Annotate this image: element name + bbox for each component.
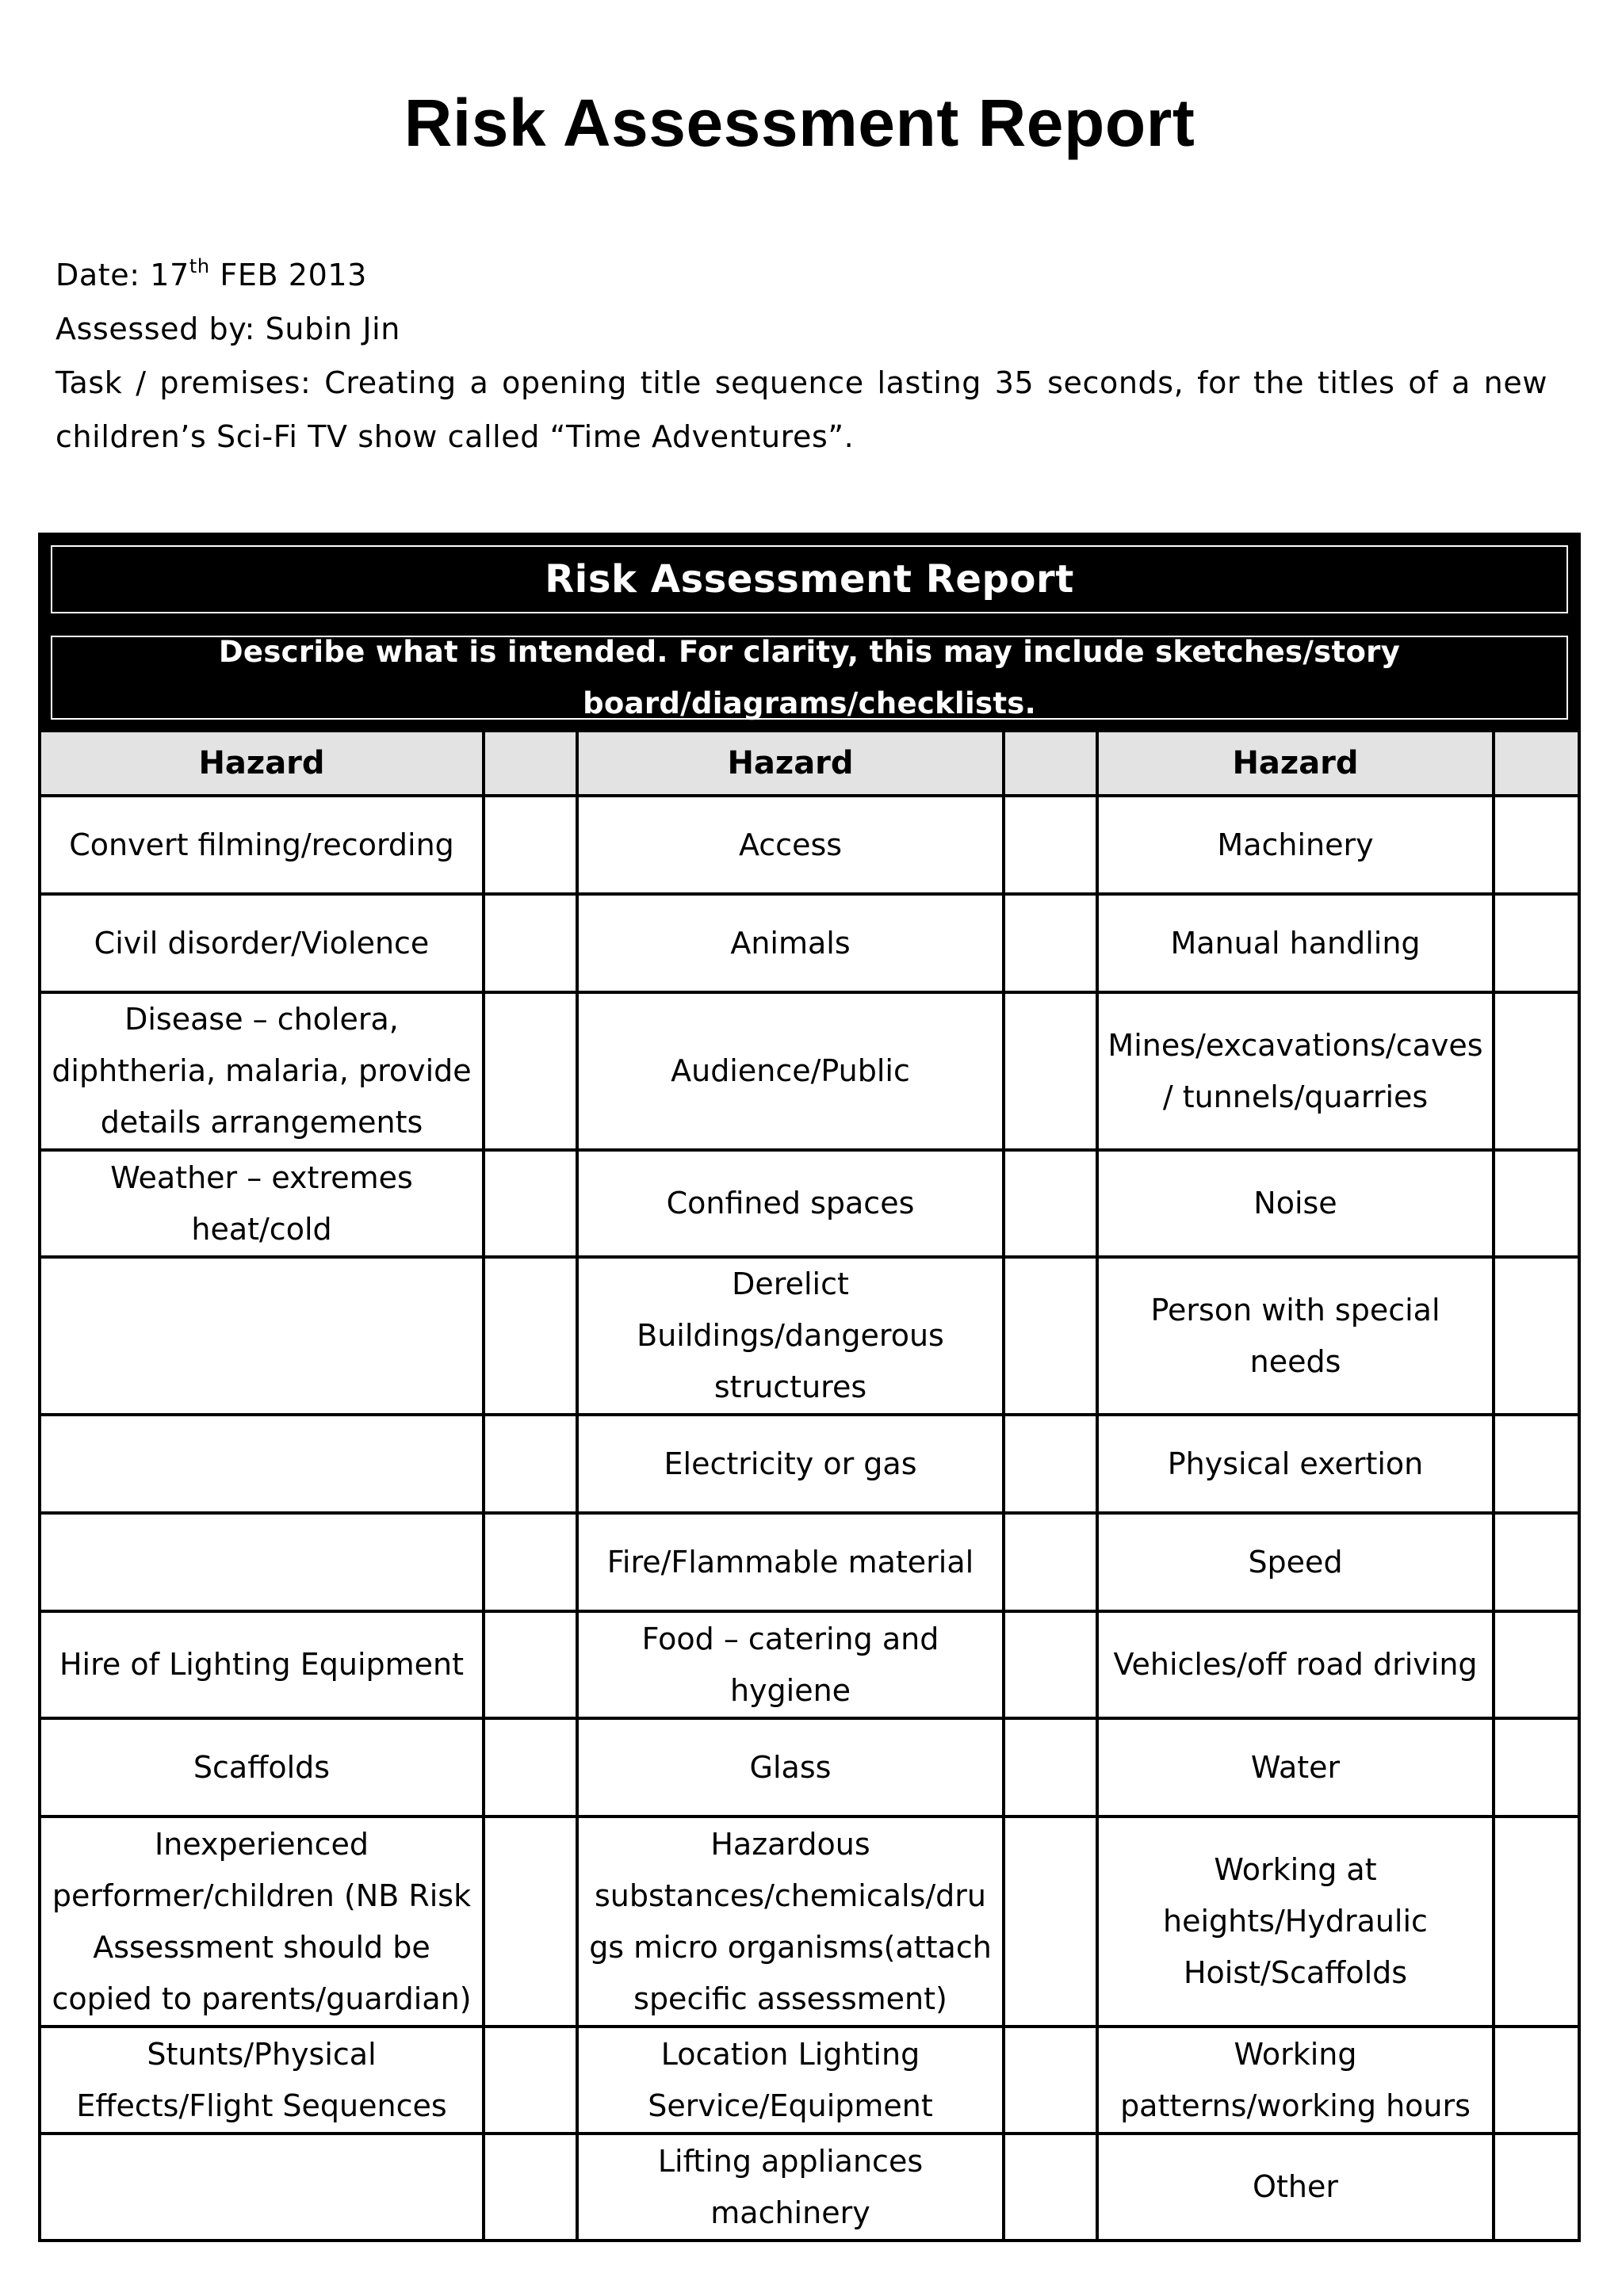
table-row xyxy=(40,992,1579,1150)
checkbox-cell[interactable] xyxy=(1494,1817,1579,2027)
hazard-cell: Civil disorder/Violence xyxy=(40,894,484,992)
table-intent-row xyxy=(40,625,1579,731)
table-title-row xyxy=(40,534,1579,625)
hazard-cell: Hazardous substances/chemicals/drugs micro organisms(attach specific assessment) xyxy=(577,1817,1004,2027)
table-row xyxy=(40,1513,1579,1611)
hazard-cell: Person with special needs xyxy=(1097,1257,1494,1415)
header-row xyxy=(40,731,1579,796)
checkbox-cell[interactable] xyxy=(1004,796,1097,894)
header-blank-2 xyxy=(1004,731,1097,796)
checkbox-cell[interactable] xyxy=(1494,1611,1579,1718)
checkbox-cell[interactable] xyxy=(484,2134,577,2241)
checkbox-cell[interactable] xyxy=(1494,796,1579,894)
table-row xyxy=(40,1718,1579,1817)
table-row xyxy=(40,796,1579,894)
hazard-cell: Manual handling xyxy=(1097,894,1494,992)
table-row xyxy=(40,1817,1579,2027)
checkbox-cell[interactable] xyxy=(1494,1513,1579,1611)
checkbox-cell[interactable] xyxy=(484,1718,577,1817)
date-rest: FEB 2013 xyxy=(209,258,367,292)
hazard-cell: Working patterns/working hours xyxy=(1097,2027,1494,2134)
checkbox-cell[interactable] xyxy=(484,2027,577,2134)
page-title: Risk Assessment Report xyxy=(404,86,1195,160)
checkbox-cell[interactable] xyxy=(484,1415,577,1513)
date-ordinal-suffix: th xyxy=(189,255,210,277)
hazard-cell xyxy=(40,1257,484,1415)
table-row xyxy=(40,1415,1579,1513)
hazard-cell: Lifting appliances machinery xyxy=(577,2134,1004,2241)
checkbox-cell[interactable] xyxy=(1004,1513,1097,1611)
table-row xyxy=(40,2027,1579,2134)
hazard-cell: Disease – cholera, diphtheria, malaria, provide details arrangements xyxy=(40,992,484,1150)
checkbox-cell[interactable] xyxy=(1004,1150,1097,1257)
checkbox-cell[interactable] xyxy=(1494,1150,1579,1257)
checkbox-cell[interactable] xyxy=(1004,1817,1097,2027)
checkbox-cell[interactable] xyxy=(484,1257,577,1415)
hazard-cell xyxy=(40,2134,484,2241)
assessed-by-line: Assessed by: Subin Jin xyxy=(55,311,400,346)
hazard-cell: Location Lighting Service/Equipment xyxy=(577,2027,1004,2134)
header-blank-1 xyxy=(484,731,577,796)
table-row xyxy=(40,1150,1579,1257)
hazard-cell: Electricity or gas xyxy=(577,1415,1004,1513)
hazard-cell xyxy=(40,1513,484,1611)
hazard-cell: Physical exertion xyxy=(1097,1415,1494,1513)
hazard-cell: Convert filming/recording xyxy=(40,796,484,894)
table-row xyxy=(40,1257,1579,1415)
header-hazard-2: Hazard xyxy=(577,731,1004,796)
checkbox-cell[interactable] xyxy=(1494,992,1579,1150)
checkbox-cell[interactable] xyxy=(484,992,577,1150)
table-row xyxy=(40,894,1579,992)
checkbox-cell[interactable] xyxy=(1004,1718,1097,1817)
table-intent-text: Describe what is intended. For clarity, this may include sketches/story board/diagrams/checklists. xyxy=(40,625,1579,731)
hazard-cell: Working at heights/Hydraulic Hoist/Scaffolds xyxy=(1097,1817,1494,2027)
risk-assessment-table xyxy=(38,533,1581,2242)
checkbox-cell[interactable] xyxy=(484,796,577,894)
hazard-cell: Fire/Flammable material xyxy=(577,1513,1004,1611)
hazard-cell xyxy=(40,1415,484,1513)
table-body xyxy=(40,534,1579,2241)
header-hazard-3: Hazard xyxy=(1097,731,1494,796)
hazard-cell: Confined spaces xyxy=(577,1150,1004,1257)
hazard-cell: Derelict Buildings/dangerous structures xyxy=(577,1257,1004,1415)
hazard-cell: Food – catering and hygiene xyxy=(577,1611,1004,1718)
table-row xyxy=(40,1611,1579,1718)
hazard-cell: Stunts/Physical Effects/Flight Sequences xyxy=(40,2027,484,2134)
hazard-cell: Vehicles/off road driving xyxy=(1097,1611,1494,1718)
checkbox-cell[interactable] xyxy=(1004,992,1097,1150)
hazard-cell: Access xyxy=(577,796,1004,894)
header-blank-3 xyxy=(1494,731,1579,796)
hazard-cell: Inexperienced performer/children (NB Risk Assessment should be copied to parents/guardian) xyxy=(40,1817,484,2027)
checkbox-cell[interactable] xyxy=(484,894,577,992)
table-title: Risk Assessment Report xyxy=(40,534,1579,625)
checkbox-cell[interactable] xyxy=(1494,2134,1579,2241)
checkbox-cell[interactable] xyxy=(1494,894,1579,992)
checkbox-cell[interactable] xyxy=(1494,2027,1579,2134)
header-hazard-1: Hazard xyxy=(40,731,484,796)
checkbox-cell[interactable] xyxy=(1004,894,1097,992)
hazard-cell: Machinery xyxy=(1097,796,1494,894)
hazard-cell: Animals xyxy=(577,894,1004,992)
checkbox-cell[interactable] xyxy=(1004,2134,1097,2241)
hazard-cell: Glass xyxy=(577,1718,1004,1817)
checkbox-cell[interactable] xyxy=(1004,1611,1097,1718)
table-row xyxy=(40,2134,1579,2241)
date-label: Date: 17 xyxy=(55,258,189,292)
hazard-cell: Noise xyxy=(1097,1150,1494,1257)
checkbox-cell[interactable] xyxy=(1004,1415,1097,1513)
hazard-cell: Audience/Public xyxy=(577,992,1004,1150)
checkbox-cell[interactable] xyxy=(484,1817,577,2027)
checkbox-cell[interactable] xyxy=(1004,2027,1097,2134)
hazard-cell: Speed xyxy=(1097,1513,1494,1611)
hazard-cell: Other xyxy=(1097,2134,1494,2241)
hazard-cell: Hire of Lighting Equipment xyxy=(40,1611,484,1718)
task-premises-paragraph: Task / premises: Creating a opening title sequence lasting 35 seconds, for the titles of a new children’s Sci-Fi TV show called “Time Adventures”. xyxy=(55,365,1547,454)
hazard-cell: Scaffolds xyxy=(40,1718,484,1817)
hazard-cell: Water xyxy=(1097,1718,1494,1817)
hazard-cell: Mines/excavations/caves/ tunnels/quarries xyxy=(1097,992,1494,1150)
checkbox-cell[interactable] xyxy=(1494,1257,1579,1415)
checkbox-cell[interactable] xyxy=(1494,1718,1579,1817)
date-line xyxy=(55,248,1547,302)
checkbox-cell[interactable] xyxy=(484,1150,577,1257)
hazard-cell: Weather – extremes heat/cold xyxy=(40,1150,484,1257)
checkbox-cell[interactable] xyxy=(1004,1257,1097,1415)
checkbox-cell[interactable] xyxy=(484,1611,577,1718)
checkbox-cell[interactable] xyxy=(1494,1415,1579,1513)
checkbox-cell[interactable] xyxy=(484,1513,577,1611)
